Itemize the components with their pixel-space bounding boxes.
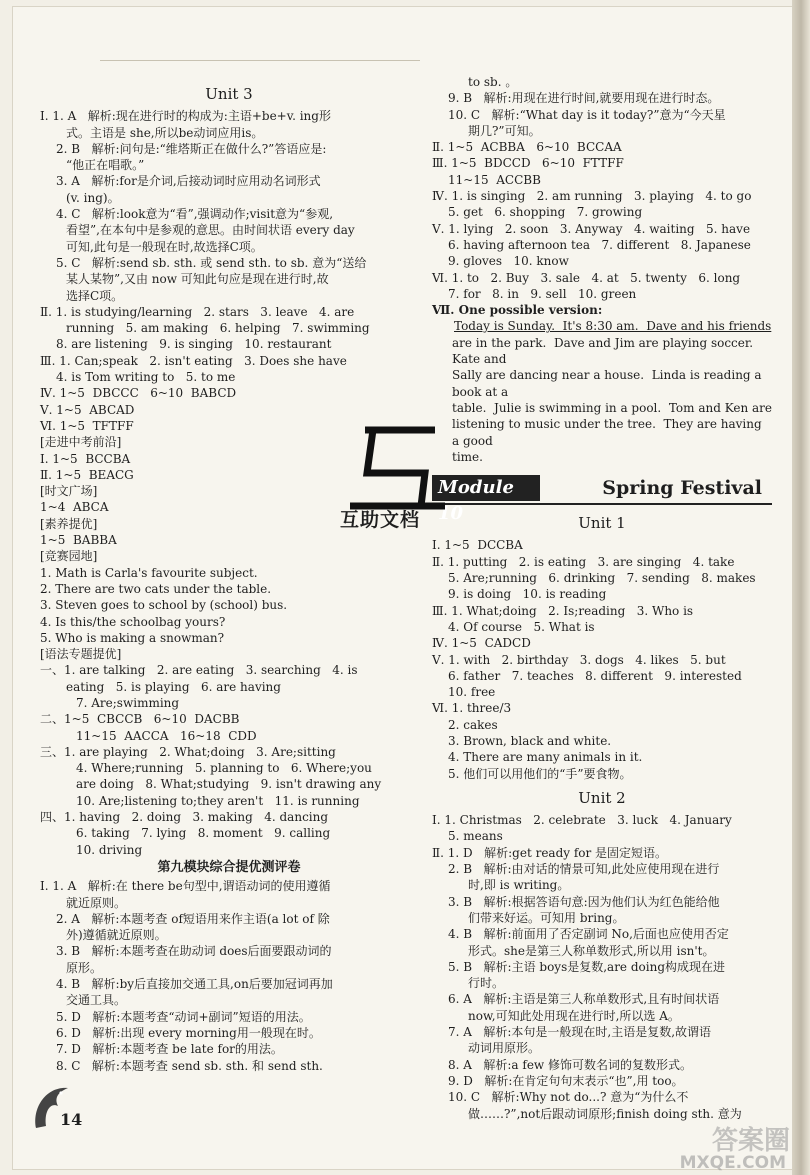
answer-line: Ⅲ. 1. Can;speak 2. isn't eating 3. Does she have [40,353,347,368]
answer-line: Ⅳ. 1~5 CADCD [432,636,531,651]
answer-line: 11~15 AACCA 16~18 CDD [76,728,257,743]
answer-line: 2. B 解析:由对话的情景可知,此处应使用现在进行 [448,862,720,877]
answer-line: 6. A 解析:主语是第三人称单数形式,且有时间状语 [448,992,720,1007]
answer-line: 6. father 7. teaches 8. different 9. interested [448,668,742,683]
answer-line: Ⅰ. 1. Christmas 2. celebrate 3. luck 4. January [432,813,732,828]
module9-test-title: 第九模块综合提优测评卷 [157,859,301,875]
answer-line: 1~4 ABCA [40,500,109,515]
answer-line: 4. B 解析:前面用了否定副词 No,后面也应使用否定 [448,927,729,942]
answer-line: 二、1~5 CBCCB 6~10 DACBB [40,712,240,727]
answer-line: 5. 他们可以用他们的“手”要食物。 [448,766,632,781]
top-rule [100,60,420,61]
answer-line: 5. B 解析:主语 boys是复数,are doing构成现在进 [448,959,726,974]
answer-line: 做……?”,not后跟动词原形;finish doing sth. 意为 [468,1106,742,1121]
answer-line: 可知,此句是一般现在时,故选择C项。 [66,239,263,254]
answer-line: Ⅱ. 1~5 ACBBA 6~10 BCCAA [432,140,622,155]
answer-line: 4. Of course 5. What is [448,619,595,634]
answer-line: Ⅱ. 1. putting 2. is eating 3. are singing 4. take [432,554,735,569]
answer-line: 四、1. having 2. doing 3. making 4. dancing [40,810,329,825]
answer-line: 原形。 [66,960,103,975]
answer-line: 5. Who is making a snowman? [40,630,225,645]
answer-line: 7. A 解析:本句是一般现在时,主语是复数,故谓语 [448,1025,712,1040]
answer-line: 4. is Tom writing to 5. to me [56,370,236,385]
unit1-title: Unit 1 [578,514,626,533]
answer-line: Ⅵ. 1. three/3 [432,701,512,716]
answer-line: 3. B 解析:本题考查在助动词 does后面要跟动词的 [56,944,332,959]
answer-line: 4. There are many animals in it. [448,750,643,765]
page-number: 14 [60,1110,83,1129]
essay-text [432,318,772,465]
answer-line: 10. free [448,685,496,700]
left-column [40,82,421,1074]
answer-line: 三、1. are playing 2. What;doing 3. Are;sitting [40,744,336,759]
answer-line: 10. C 解析:Why not do...? 意为“为什么不 [448,1090,689,1105]
answer-line: 1~5 BABBA [40,533,117,548]
answer-line: eating 5. is playing 6. are having [66,679,281,694]
answer-line: 4. C 解析:look意为“看”,强调动作;visit意为“参观, [56,207,334,222]
answer-line: 外)遵循就近原则。 [66,928,167,943]
answer-line: Ⅰ. 1~5 BCCBA [40,451,131,466]
corner-watermark: 答案圈 [711,1126,790,1156]
answer-line: Ⅰ. 1. A 解析:在 there be句型中,谓语动词的使用遵循 [40,879,331,894]
answer-line: 6. having afternoon tea 7. different 8. Japanese [448,237,751,252]
answer-line: 5. D 解析:本题考查“动词+副词”短语的用法。 [56,1009,311,1024]
answer-line: Ⅲ. 1~5 BDCCD 6~10 FTTFF [432,156,624,171]
answer-line: Ⅴ. 1. lying 2. soon 3. Anyway 4. waiting 5. have [432,221,751,236]
answer-line: 一、1. are talking 2. are eating 3. searching 4. is [40,663,358,678]
answer-line: 们带来好运。可知用 bring。 [468,910,625,925]
answer-line: 5. get 6. shopping 7. growing [448,205,643,220]
answer-line: 8. are listening 9. is singing 10. restaurant [56,337,332,352]
answer-line: 9. is doing 10. is reading [448,587,607,602]
module9-test-continued [432,74,772,302]
answer-line: Ⅴ. 1~5 ABCAD [40,402,135,417]
answer-line: 10. C 解析:“What day is it today?”意为“今天星 [448,107,726,122]
essay-line: Today is Sunday. It's 8:30 am. Dave and his friends [454,319,772,334]
answer-line: 3. Brown, black and white. [448,733,612,748]
answer-line: Ⅱ. 1~5 BEACG [40,467,134,482]
essay-line: table. Julie is swimming in a pool. Tom and Ken are [452,400,772,415]
answer-line: 5. C 解析:send sb. sth. 或 send sth. to sb. 意为“送给 [56,255,367,270]
dolphin-icon [28,1078,78,1138]
answer-line: 式。主语是 she,所以be动词应用is。 [66,125,264,140]
answer-line: 7. D 解析:本题考查 be late for的用法。 [56,1042,283,1057]
answer-line: Ⅰ. 1. A 解析:现在进行时的构成为:主语+be+v. ing形 [40,109,331,124]
answer-line: 2. There are two cats under the table. [40,581,272,596]
answer-line: 2. cakes [448,717,498,732]
answer-line: 4. Is this/the schoolbag yours? [40,614,226,629]
book-spine [792,0,810,1175]
right-column [432,74,772,1122]
answer-line: 5. Are;running 6. drinking 7. sending 8. makes [448,571,756,586]
module9-test-answers [40,878,418,1074]
answer-line: now,可知此处用现在进行时,所以选 A。 [468,1008,680,1023]
answer-line: 8. A 解析:a few 修饰可数名词的复数形式。 [448,1057,693,1072]
answer-line: 10. driving [76,842,143,857]
answer-line: Ⅳ. 1. is singing 2. am running 3. playing 4. to go [432,189,752,204]
answer-line: [竞赛园地] [40,549,98,564]
answer-line: Ⅱ. 1. is studying/learning 2. stars 3. leave 4. are [40,304,355,319]
answer-line: Ⅴ. 1. with 2. birthday 3. dogs 4. likes 5. but [432,652,726,667]
answer-line: 4. Where;running 5. planning to 6. Where;you [76,761,372,776]
corner-url: MXQE.COM [679,1153,786,1173]
answer-line: 8. C 解析:本题考查 send sb. sth. 和 send sth. [56,1058,323,1073]
answer-line: Ⅲ. 1. What;doing 2. Is;reading 3. Who is [432,603,694,618]
answer-line: 看望”,在本句中是参观的意思。由时间状语 every day [66,223,355,238]
unit2-answers [432,812,772,1122]
essay-line: are in the park. Dave and Jim are playing soccer. Kate and [452,335,757,367]
answer-line: 动词用原形。 [468,1041,541,1056]
answer-line: Ⅰ. 1~5 DCCBA [432,538,523,553]
answer-line: 10. Are;listening to;they aren't 11. is running [76,793,360,808]
unit1-answers [432,537,772,781]
answer-line: 6. D 解析:出现 every morning用一般现在时。 [56,1025,321,1040]
answer-line: Ⅵ. 1~5 TFTFF [40,418,134,433]
answer-line: 7. for 8. in 9. sell 10. green [448,286,637,301]
answer-line: running 5. am making 6. helping 7. swimming [66,321,370,336]
essay-line: time. [452,449,483,464]
answer-line: 11~15 ACCBB [448,172,541,187]
answer-line: 形式。she是第三人称单数形式,所以用 isn't。 [468,943,715,958]
answer-line: 9. gloves 10. know [448,254,569,269]
answer-line: 4. B 解析:by后直接加交通工具,on后要加冠词再加 [56,977,333,992]
answer-line: 1. Math is Carla's favourite subject. [40,565,258,580]
answer-line: Ⅱ. 1. D 解析:get ready for 是固定短语。 [432,845,668,860]
answer-line: “他正在唱歌。” [66,158,145,173]
answer-line: 3. B 解析:根据答语句意:因为他们认为红色能给他 [448,894,720,909]
answer-line: 3. Steven goes to school by (school) bus. [40,598,288,613]
essay-label: Ⅶ. One possible version: [432,303,603,318]
answer-line: 3. A 解析:for是介词,后接动词时应用动名词形式 [56,174,321,189]
module-name: Spring Festival [602,477,762,500]
answer-line: Ⅳ. 1~5 DBCCC 6~10 BABCD [40,386,237,401]
answer-line: 某人某物”,又由 now 可知此句应是现在进行时,故 [66,272,329,287]
watermark-text: 互助文档 [340,509,421,531]
answer-line: to sb. 。 [468,75,518,89]
answer-line: 期几?”可知。 [468,123,541,138]
answer-line: Ⅵ. 1. to 2. Buy 3. sale 4. at 5. twenty 6. long [432,270,741,285]
essay-line: Sally are dancing near a house. Linda is reading a book at a [452,368,766,399]
unit2-title: Unit 2 [578,788,626,807]
answer-line: 2. B 解析:问句是:“维塔斯正在做什么?”答语应是: [56,141,327,156]
answer-line: 5. means [448,829,503,844]
answer-line: 6. taking 7. lying 8. moment 9. calling [76,826,331,841]
answer-line: 9. B 解析:用现在进行时间,就要用现在进行时态。 [448,91,720,106]
answer-line: 交通工具。 [66,993,127,1008]
answer-line: 就近原则。 [66,895,127,910]
answer-line: 7. Are;swimming [76,695,180,710]
answer-line: [语法专题提优] [40,647,122,662]
answer-line: 9. D 解析:在肯定句句末表示“也”,用 too。 [448,1073,684,1088]
answer-line: [时文广场] [40,484,98,499]
answer-line: (v. ing)。 [66,190,120,205]
answer-line: [走进中考前沿] [40,435,122,450]
answer-line: 时,即 is writing。 [468,878,570,893]
essay-line: listening to music under the tree. They are having a good [452,417,766,448]
module-label: Module 10 [432,475,540,501]
answer-line: 行时。 [468,976,505,991]
answer-line: 选择C项。 [66,288,124,303]
answer-line: [素养提优] [40,516,98,531]
answer-line: are doing 8. What;studying 9. isn't drawing any [76,777,382,792]
unit3-title: Unit 3 [205,85,253,103]
answer-line: 2. A 解析:本题考查 of短语用来作主语(a lot of 除 [56,911,330,926]
